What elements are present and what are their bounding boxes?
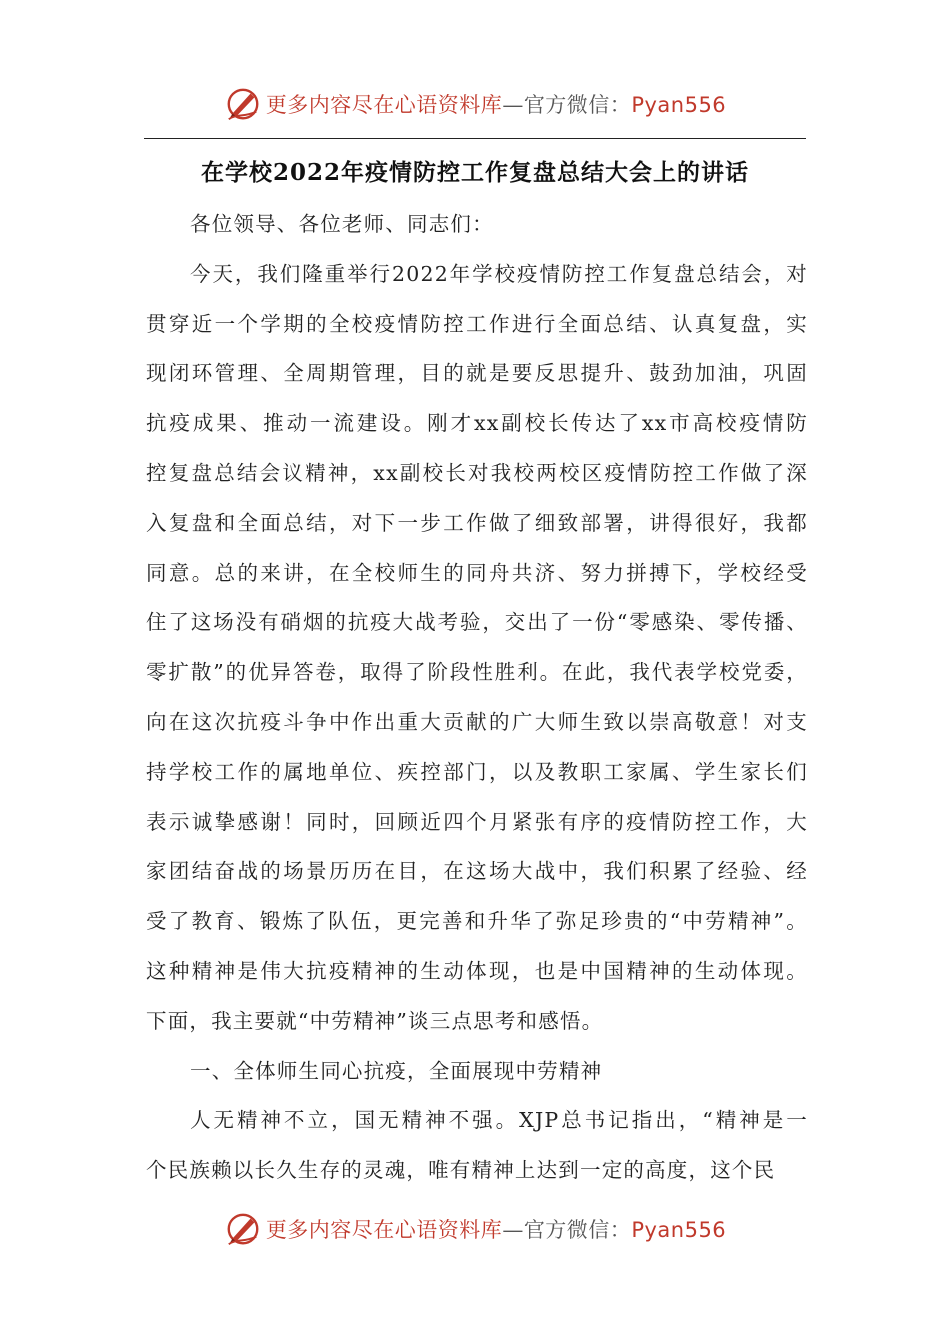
text-line: 人无精神不立，国无精神不强。XJP总书记指出，“精神是一	[190, 1108, 808, 1133]
salutation: 各位领导、各位老师、同志们：	[190, 212, 494, 236]
text-line: 贯穿近一个学期的全校疫情防控工作进行全面总结、认真复盘，实	[146, 311, 808, 336]
text-line: 持学校工作的属地单位、疾控部门，以及教职工家属、学生家长们	[146, 759, 808, 784]
text-line: 控复盘总结会议精神，xx副校长对我校两校区疫情防控工作做了深	[146, 460, 808, 485]
watermark-dash: —	[502, 93, 524, 117]
text-line: 现闭环管理、全周期管理，目的就是要反思提升、鼓劲加油，巩固	[146, 361, 808, 386]
text-line: 下面，我主要就“中劳精神”谈三点思考和感悟。	[146, 1008, 604, 1033]
text-line: 抗疫成果、推动一流建设。刚才xx副校长传达了xx市高校疫情防	[146, 411, 808, 436]
watermark-site-text: 更多内容尽在心语资料库	[265, 1218, 503, 1242]
pen-logo-icon	[224, 1210, 262, 1248]
watermark-label: 官方微信：	[523, 93, 632, 117]
text-line: 零扩散”的优异答卷，取得了阶段性胜利。在此，我代表学校党委，	[146, 660, 808, 685]
watermark-site-text: 更多内容尽在心语资料库	[265, 93, 503, 117]
text-line: 表示诚挚感谢！同时，回顾近四个月紧张有序的疫情防控工作，大	[146, 809, 808, 834]
paragraph-1	[146, 250, 808, 1047]
section-heading-1: 一、全体师生同心抗疫，全面展现中劳精神	[190, 1058, 603, 1083]
text-line: 今天，我们隆重举行2022年学校疫情防控工作复盘总结会，对	[190, 261, 808, 286]
text-line: 家团结奋战的场景历历在目，在这场大战中，我们积累了经验、经	[146, 859, 808, 884]
pen-logo-icon	[224, 85, 262, 123]
watermark-text	[266, 89, 726, 119]
text-line: 同意。总的来讲，在全校师生的同舟共济、努力拼搏下，学校经受	[146, 560, 808, 585]
text-line: 个民族赖以长久生存的灵魂，唯有精神上达到一定的高度，这个民	[146, 1158, 776, 1183]
header-watermark-banner	[0, 82, 950, 126]
document-body	[146, 200, 808, 1196]
watermark-text	[266, 1214, 726, 1244]
document-title: 在学校2022年疫情防控工作复盘总结大会上的讲话	[200, 159, 749, 186]
watermark-wechat-id: Pyan556	[631, 93, 727, 117]
watermark-wechat-id: Pyan556	[631, 1218, 727, 1242]
header-divider	[144, 138, 806, 139]
text-line: 住了这场没有硝烟的抗疫大战考验，交出了一份“零感染、零传播、	[146, 610, 808, 635]
text-line: 受了教育、锻炼了队伍，更完善和升华了弥足珍贵的“中劳精神”。	[146, 909, 808, 934]
text-line: 向在这次抗疫斗争中作出重大贡献的广大师生致以崇高敬意！对支	[146, 709, 808, 734]
text-line: 这种精神是伟大抗疫精神的生动体现，也是中国精神的生动体现。	[146, 958, 808, 983]
watermark-label: 官方微信：	[523, 1218, 632, 1242]
text-line: 入复盘和全面总结，对下一步工作做了细致部署，讲得很好，我都	[146, 510, 808, 535]
footer-watermark-banner	[0, 1207, 950, 1251]
watermark-dash: —	[502, 1218, 524, 1242]
paragraph-2	[146, 1096, 808, 1196]
